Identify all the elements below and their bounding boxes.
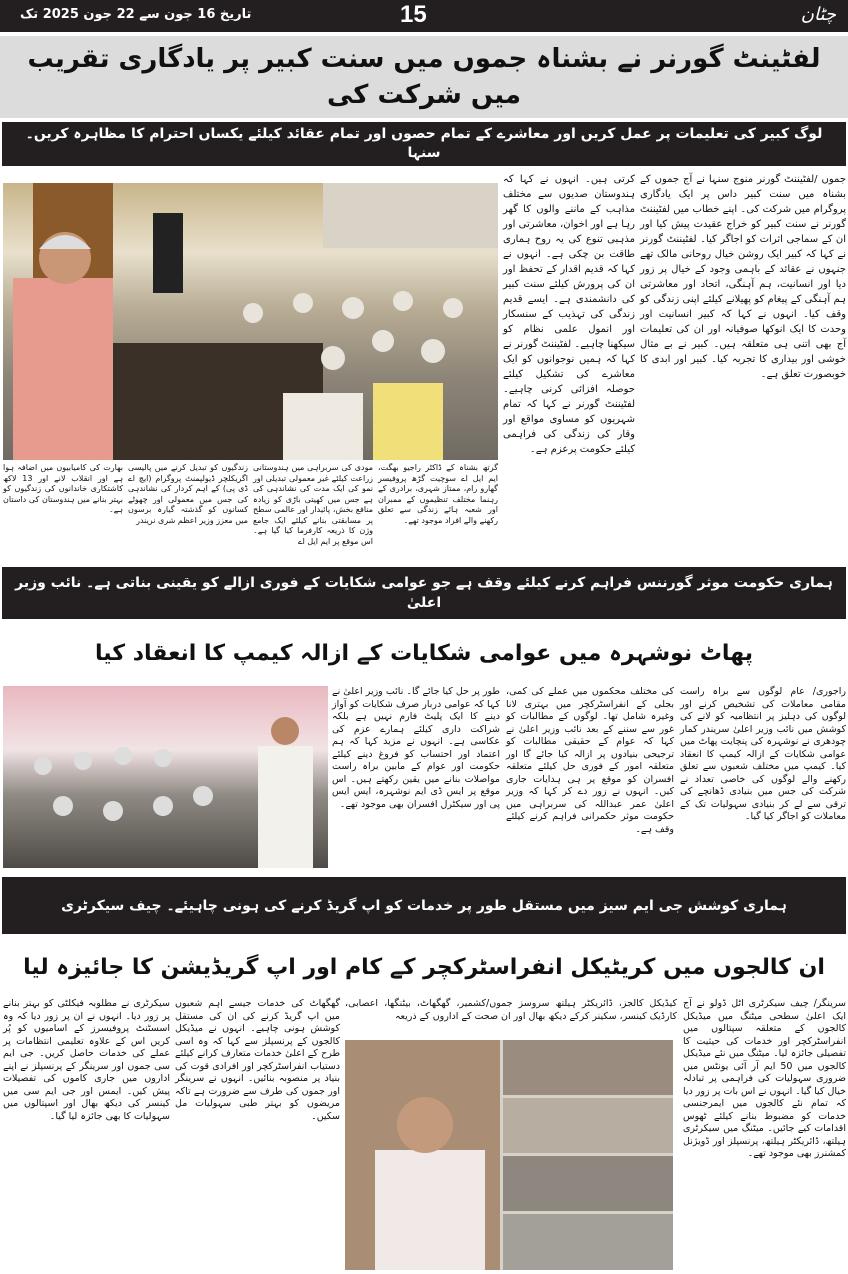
story1-column-4: مودی کی سربراہی میں ہندوستانی زراعت کیلئے غیر معمولی تبدیلی اور نمو کی ایک مدت کی نشاندہی کی ہے جس میں کھیتی باڑی کو زیادہ منافع بخش، پائیدار اور عالمی سطح پر مسابقتی بنانے کیلئے ایک جامع وژن کا ذریعہ کارفرما کیا گیا ہے۔ اس موقع پر ایم ایل اے bbox=[253, 463, 373, 546]
story3-headline: ان کالجوں میں کریٹیکل انفراسٹرکچر کے کام اور اپ گریڈیشن کا جائیزہ لیا bbox=[23, 955, 825, 980]
story1-column-1: جموں /لفٹیننٹ گورنر منوج سنہا نے آج جموں کے بشناہ میں سنت کبیر داس پر ایک یادگاری پروگرام میں شرکت کی۔ اپنے خطاب میں لفٹیننٹ گورنر نے سنت کبیر کو خراج عقیدت پیش کیا اور ان کے سماجی اثرات کو اجاگر کیا۔ لفٹیننٹ گورنر نے کہا کہ کبیر ایک روشن خیال روحانی مالک تھے جنہوں نے عقائد کے باہمی وجود کے خیال پر زور دیا اور انسانیت، ہم آہنگی، اتحاد اور معاشرتی ہم آہنگی کے پیغام کو پھیلانے کیلئے اپنی زندگی کو وقف کیا۔ انہوں نے کہا کہ کبیر انسانیت اور وحدت کا ایک انوکھا صوفیانہ اور ان کی تعلیمات آج بھی اتنی ہی متعلقہ ہیں۔ کبیر نے بے مثال خوشی اور بیداری کا تجربہ کیا۔ کبیر اور ابدی کا خوبصورت تعلق ہے۔ bbox=[640, 174, 846, 380]
grievance-camp-photo bbox=[3, 686, 328, 868]
photo-illustration bbox=[3, 183, 498, 460]
story3-column-2: کیڈیکل کالجز، ڈائریکٹر ہیلتھ سروسز جموں/کشمیر، گھگھاٹ، بیٹنگھا، اعصابی، کارڈیک کینسر، سکینر کرکے دیکھ بھال اور ان صحت کے اداروں کے ذریعہ bbox=[345, 998, 677, 1022]
photo-illustration bbox=[3, 686, 328, 868]
story3-column-3: گھگھاٹ کی خدمات جیسے اہم شعبوں میں اپ گریڈ کرنے کی ان کی مستقل کوشش ہونی چاہیے۔ انہوں نے میڈیکل کالجوں کے پرنسپلز سے کہا کہ وہ اسی طرح کے اعلیٰ خدمات متعارف کرانے کیلئے دستیاب انفراسٹرکچر اور افرادی قوت کی بنیاد پر منصوبہ بنائیں۔ انہوں نے سرینگر اور جموں کی طرف سے ضرورت ہے تاکہ مریضوں کو بہتر طبی سہولیات مل سکیں۔ bbox=[175, 998, 340, 1122]
story1-column-3: گرتھ بشناہ کے ڈاکٹر راجیو بھگت، ایم ایل اے سوچیت گڑھ پروفیسر گھارو رام، ممتاز شہری، برادری کے رہنما مختلف تنظیموں کے ممبران اور شعبہ ہائے زندگی سے تعلق رکھنے والے افراد موجود تھے۔ bbox=[378, 463, 498, 525]
story1-column-6: بھارت کی کامیابیوں میں اضافہ ہوا ہے اور انقلاب لانے اور 13 لاکھ کاشتکاری خاندانوں کی زندگیوں کو بہتر بنانے میں ہندوستان کی داستان ہے۔ bbox=[3, 463, 124, 514]
story1-column-5: زندگیوں کو تبدیل کرنے میں پالیسی اگریکلچر ڈیولپمنٹ پروگرام (ایچ اے ڈی پی) کے اہم کردار کی نشاندہی کی جس میں معمولی اور چھوٹے کسانوں کو گذشتہ گیارہ برسوں میں معزز وزیر اعظم شری نریندر bbox=[128, 463, 248, 525]
story1-column-2: کرتی ہیں۔ انہوں نے کہا کہ ہندوستان صدیوں سے مختلف مذاہب کے ماننے والوں کا گھر رہا ہے اور اخوان، معاشرتی اور مذہبی تنوع کی یہ روح ہماری طاقت بن چکی ہے۔ انہوں نے کہا کہ قدیم اقدار کے تحفظ اور ان کی پرورش کیلئے سنت کبیر کی دانشمندی ہے۔ ایسے قدیم زندگی کی تہذیب کے سنسکار اور انمول علمی نظام کو سیکھنا چاہیے۔ لفٹیننٹ گورنر نے کہا کہ ہمیں نوجوانوں کو ایک معاشرے کی تشکیل کیلئے حوصلہ افزائی کرنی چاہیے۔ لفٹیننٹ گورنر نے کہا کہ تمام شہریوں کو مساوی مواقع اور وقار کی زندگی کی فراہمی کیلئے حکومت پرعزم ہے۔ bbox=[503, 174, 635, 455]
story1-headline: لفٹینٹ گورنر نے بشناہ جموں میں سنت کبیر پر یادگاری تقریب میں شرکت کی bbox=[0, 36, 848, 118]
meeting-photo-collage bbox=[345, 1040, 673, 1270]
page-number: 15 bbox=[400, 1, 427, 28]
story1-subhead: لوگ کبیر کی تعلیمات پر عمل کریں اور معاشرے کے تمام حصوں اور تمام عقائد کیلئے یکساں احترام کا مظاہرہ کریں۔ سنہا bbox=[2, 122, 846, 166]
lg-speaking-photo bbox=[3, 183, 498, 460]
story2-column-3: طور پر حل کیا جائے گا۔ نائب وزیر اعلیٰ نے کہا کہ عوامی دربار صرف شکایات کو آواز دینے کا ایک پلیٹ فارم نہیں ہے بلکہ شراکت داری کیلئے ہمارے عزم کی عکاسی ہے۔ انہوں نے مزید کہا کہ ہم اعتماد اور احتساب کو فروغ دینے کیلئے حکومت اور عوام کے مابین براہ راست مواصلات بنانے میں یقین رکھتے ہیں۔ اس موقع پر ایس ڈی ایم نوشہرہ، ایس ایس پی اور سیکٹرل افسران بھی موجود تھے۔ bbox=[332, 686, 500, 810]
story2-column-2: کی مختلف محکموں میں عملے کی کمی، بجلی کے انفراسٹرکچر میں بہتری لانا وغیرہ شامل تھا۔ لوگوں کے مطالبات کو غور سے سننے کے بعد نائب وزیر اعلیٰ نے کہا کہ عوام کے حقیقی مطالبات کو ترجیحی بنیادوں پر ازالہ کیا جائے گا اور متعلقہ امور کے فوری حل کیلئے متعلقہ افسران کو موقع پر ہی ہدایات جاری کیں۔ انہوں نے زور دے کر کہا کہ وزیر اعلیٰ عمر عبداللہ کی سربراہی میں حکومت موثر حکمرانی فراہم کرنے کیلئے وقف ہے۔ bbox=[506, 686, 674, 835]
photo-illustration bbox=[345, 1040, 673, 1270]
story2-subhead: ہماری حکومت موثر گورننس فراہم کرنے کیلئے وقف ہے جو عوامی شکایات کے فوری ازالے کو یقینی بناتی ہے۔ نائب وزیر اعلیٰ bbox=[2, 567, 846, 619]
story3-column-4: سیکرٹری نے مطلوبہ فیکلٹی کو بہتر بنانے پر زور دیا۔ انہوں نے ان پر زور دیا کہ وہ اسسٹنٹ پروفیسرز کے اسامیوں کو پُر کریں اس کے علاوہ تعلیمی انتظامات پر عملے کی خدمات حاصل کریں۔ جی ایم سی جموں اور سرینگر کے پرنسپلز نے اپنے اداروں میں جاری کاموں کی تفصیلات پیش کیں۔ ایمس اور جی ایم سی میں کینسر کی دیکھ بھال اور اسپتالوں میں سہولیات کا بھی جائزہ لیا گیا۔ bbox=[3, 998, 170, 1122]
story2-column-1: راجوری/ عام لوگوں سے براہ راست مقامی معاملات کی تشخیص کرنے اور لوگوں کی دہلیز پر انتظامیہ کو لانے کی کوشش میں نائب وزیر اعلیٰ سریندر کمار چودھری نے نوشہرہ کی پنچایت پھاٹ میں عوامی شکایات کے ازالہ کیمپ کا انعقاد کیا۔ کیمپ میں مختلف شعبوں سے تعلق رکھنے والے لوگوں کی خاصی تعداد نے شرکت کی جس میں بنیادی ڈھانچے کی ترقی سے لے کر بنیادی سہولیات تک کے معاملات کو اجاگر کیا گیا۔ bbox=[680, 686, 846, 822]
story3-subhead: ہماری کوشش جی ایم سیز میں مستقل طور پر خدمات کو اپ گریڈ کرنے کی ہونی چاہیئے۔ چیف سیکرٹری bbox=[2, 877, 846, 934]
masthead-bar bbox=[0, 0, 848, 32]
newspaper-logo: چٹان bbox=[800, 4, 836, 25]
story3-column-1: سرینگر/ چیف سیکرٹری اٹل ڈولو نے آج ایک اعلیٰ سطحی میٹنگ میں میڈیکل کالجوں کے متعلقہ سپتالوں میں انفراسٹرکچر اور خدمات کی حیثیت کا تفصیلی جائزہ لیا۔ میٹنگ میں نئے میڈیکل کالجوں میں 50 ایم آر آئی یونٹس میں ضروری سہولیات کی فراہمی پر تبادلہ خیال کیا گیا۔ انہوں نے اس بات پر زور دیا کہ تمام نئے کالجوں میں ایمرجنسی خدمات کو مضبوط بنانے کیلئے ٹھوس اقدامات کیے جائیں۔ میٹنگ میں سیکرٹری ہیلتھ، ڈائریکٹر ہیلتھ، پرنسپلز اور ڈویژنل کمشنرز بھی موجود تھے۔ bbox=[683, 998, 846, 1159]
issue-date: تاریخ 16 جون سے 22 جون 2025 تک bbox=[20, 7, 252, 22]
story2-headline: پھاٹ نوشہرہ میں عوامی شکایات کے ازالہ کیمپ کا انعقاد کیا bbox=[95, 641, 753, 666]
